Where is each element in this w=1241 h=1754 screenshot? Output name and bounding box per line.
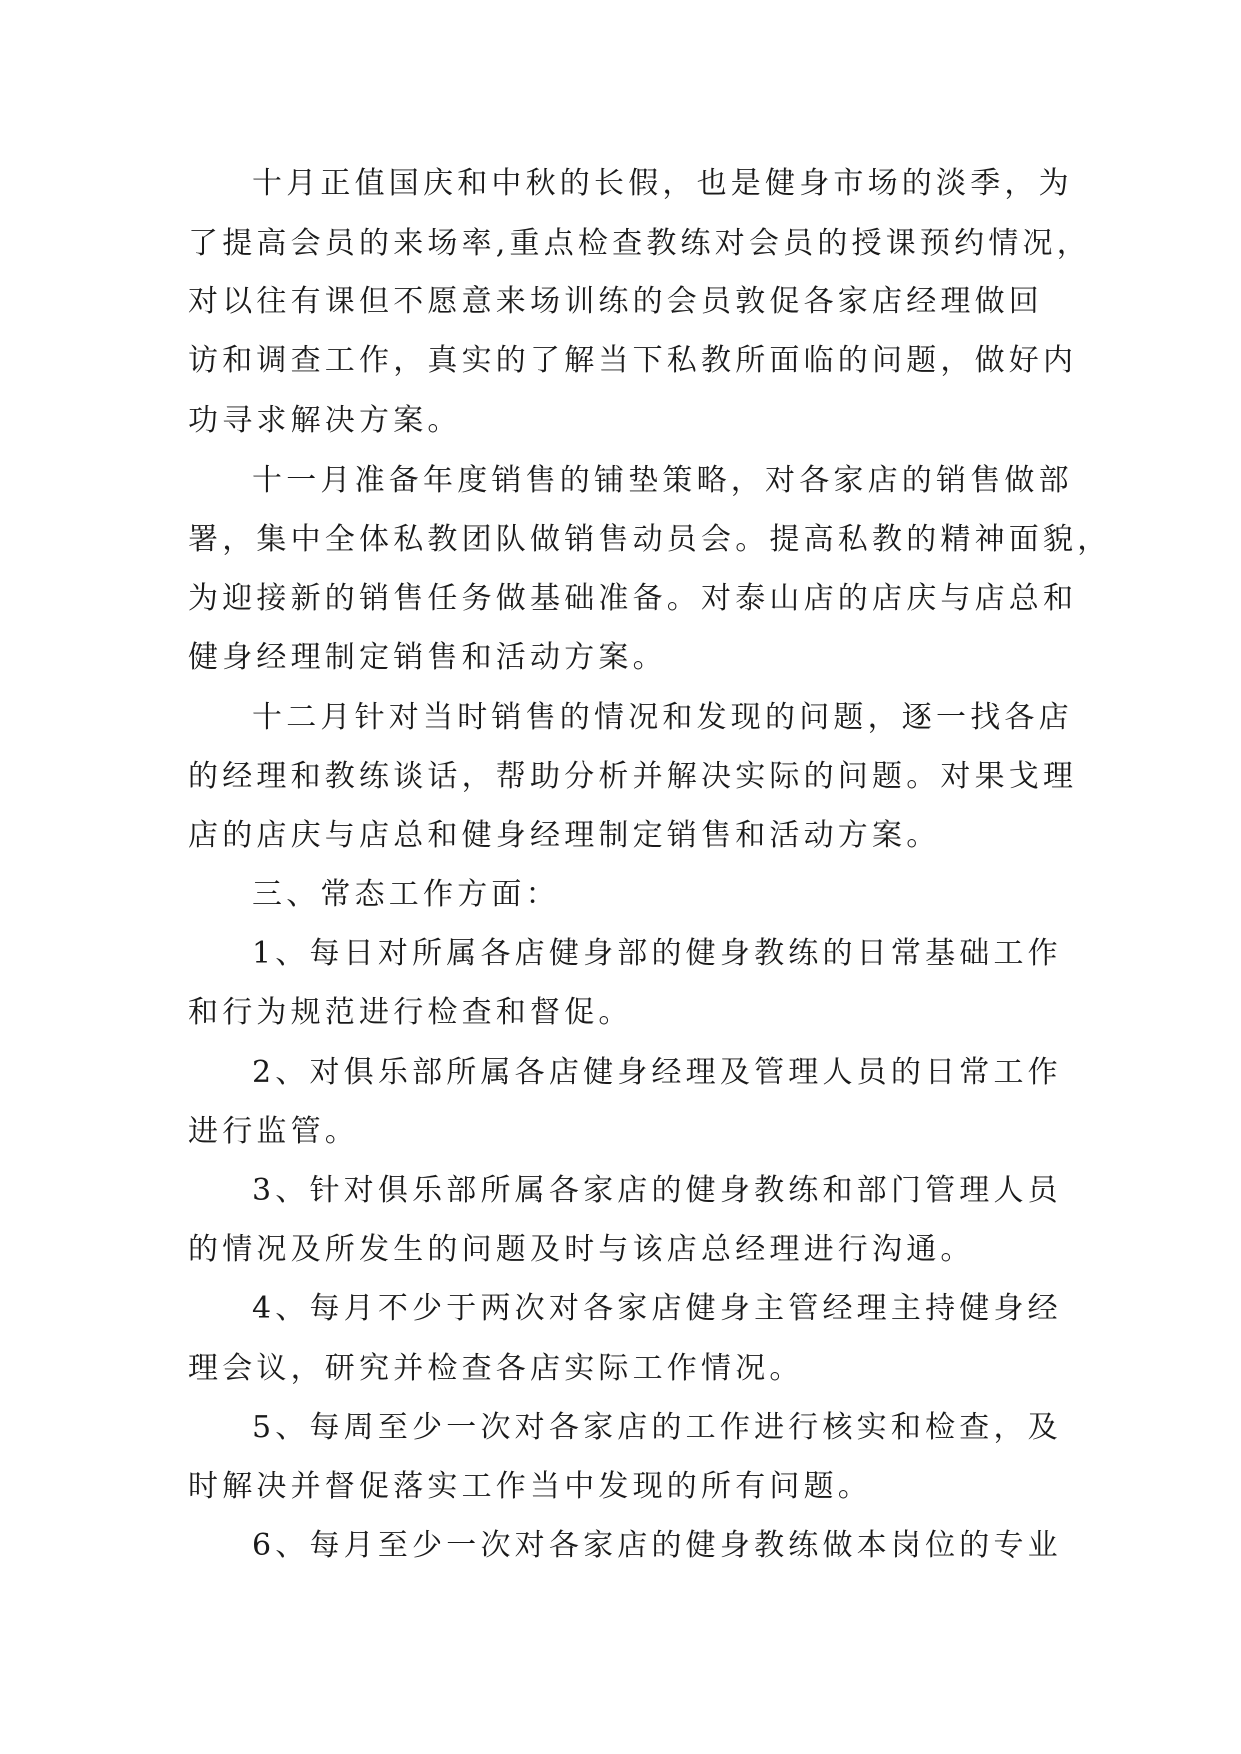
list-item-1-line-2: 和行为规范进行检查和督促。: [188, 995, 633, 1030]
list-item-4-line-2: 理会议，研究并检查各店实际工作情况。: [188, 1351, 804, 1386]
list-item-4-line-1: 4、每月不少于两次对各家店健身主管经理主持健身经: [252, 1291, 1062, 1326]
paragraph-2-line-1: 十一月准备年度销售的铺垫策略，对各家店的销售做部: [252, 463, 1073, 498]
paragraph-1-line-2: 了提高会员的来场率,重点检查教练对会员的授课预约情况，: [188, 226, 1091, 261]
paragraph-1-line-4: 访和调查工作，真实的了解当下私教所面临的问题，做好内: [188, 343, 1078, 378]
paragraph-2-line-3: 为迎接新的销售任务做基础准备。对泰山店的店庆与店总和: [188, 581, 1078, 616]
section-heading: 三、常态工作方面：: [252, 877, 560, 912]
list-item-1-line-1: 1、每日对所属各店健身部的健身教练的日常基础工作: [252, 936, 1062, 971]
paragraph-3-line-3: 店的店庆与店总和健身经理制定销售和活动方案。: [188, 818, 941, 853]
list-item-6-line-1: 6、每月至少一次对各家店的健身教练做本岗位的专业: [252, 1528, 1062, 1563]
paragraph-2-line-2: 署，集中全体私教团队做销售动员会。提高私教的精神面貌，: [188, 522, 1112, 557]
list-item-5-line-2: 时解决并督促落实工作当中发现的所有问题。: [188, 1469, 872, 1504]
list-item-3-line-2: 的情况及所发生的问题及时与该店总经理进行沟通。: [188, 1232, 975, 1267]
paragraph-2-line-4: 健身经理制定销售和活动方案。: [188, 640, 667, 675]
list-item-5-line-1: 5、每周至少一次对各家店的工作进行核实和检查，及: [252, 1410, 1062, 1445]
list-item-2-line-1: 2、对俱乐部所属各店健身经理及管理人员的日常工作: [252, 1055, 1062, 1090]
paragraph-1-line-3: 对以往有课但不愿意来场训练的会员敦促各家店经理做回: [188, 284, 1043, 319]
paragraph-1-line-1: 十月正值国庆和中秋的长假，也是健身市场的淡季，为: [252, 166, 1073, 201]
paragraph-3-line-2: 的经理和教练谈话，帮助分析并解决实际的问题。对果戈理: [188, 759, 1078, 794]
paragraph-3-line-1: 十二月针对当时销售的情况和发现的问题，逐一找各店: [252, 700, 1073, 735]
paragraph-1-line-5: 功寻求解决方案。: [188, 403, 462, 438]
list-item-2-line-2: 进行监管。: [188, 1114, 359, 1149]
list-item-3-line-1: 3、针对俱乐部所属各家店的健身教练和部门管理人员: [252, 1173, 1062, 1208]
